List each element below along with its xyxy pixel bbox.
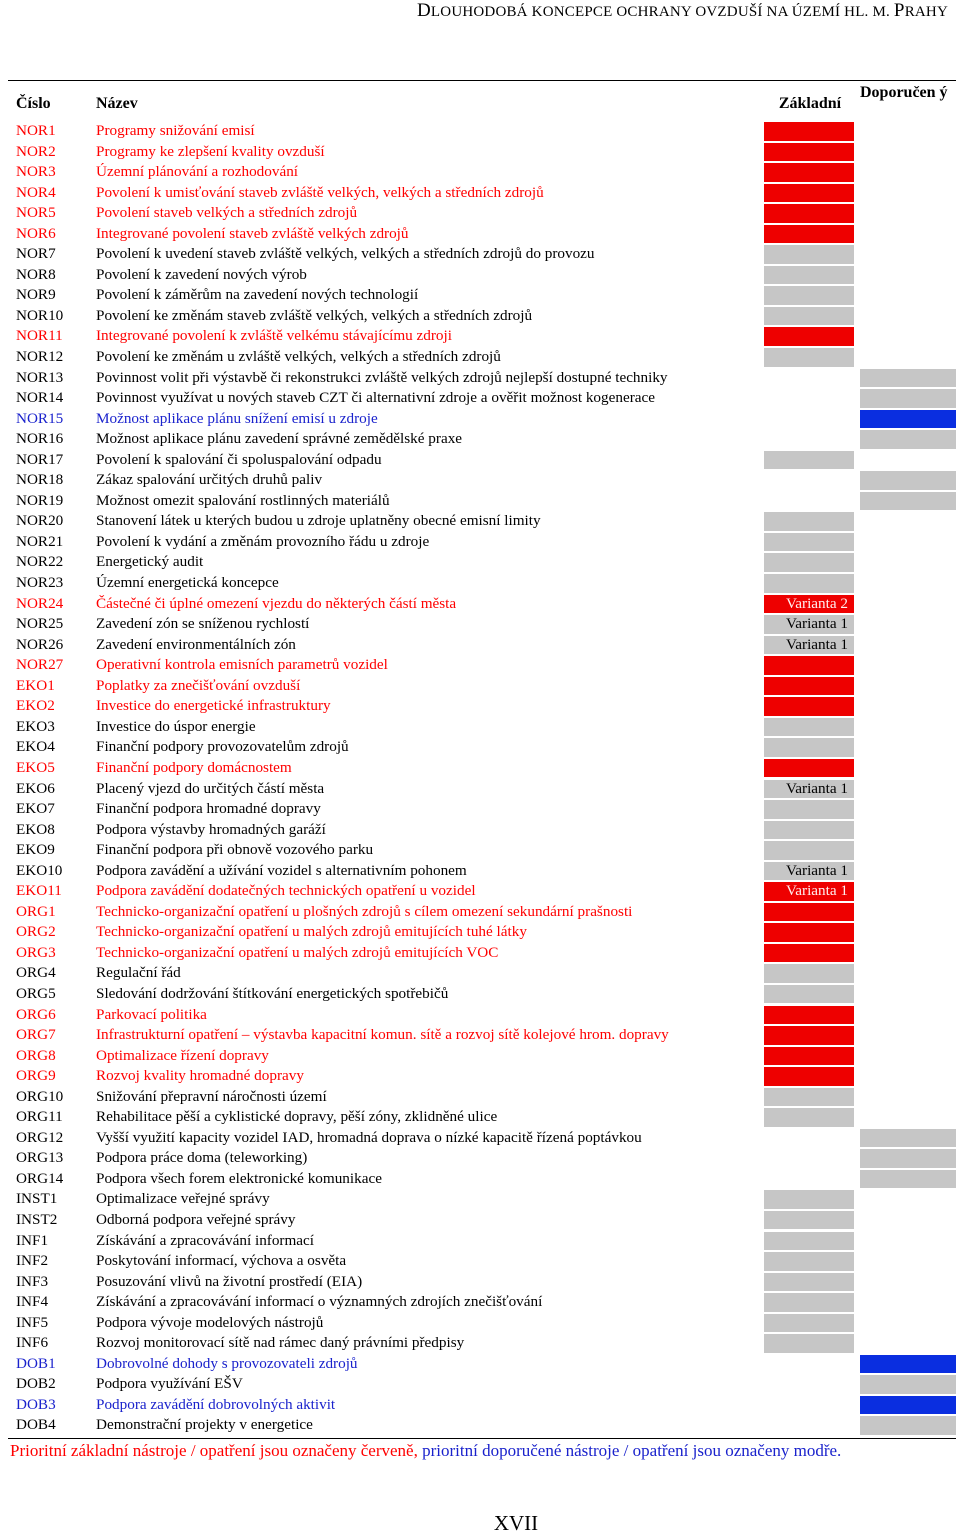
measure-name: Programy ke zlepšení kvality ovzduší bbox=[96, 142, 325, 160]
base-priority-cell bbox=[764, 1088, 854, 1107]
base-priority-cell bbox=[764, 307, 854, 326]
measure-code: NOR15 bbox=[16, 409, 64, 427]
base-priority-cell bbox=[764, 780, 854, 799]
measure-name: Rehabilitace pěší a cyklistické dopravy, pěší zóny, zklidněné ulice bbox=[96, 1108, 498, 1126]
measure-code: INST2 bbox=[16, 1210, 58, 1228]
measure-code: EKO7 bbox=[16, 800, 55, 818]
base-priority-cell bbox=[764, 512, 854, 531]
footnote-red-part: Prioritní základní nástroje / opatření jsou označeny červeně, bbox=[10, 1441, 418, 1460]
measure-code: ORG7 bbox=[16, 1026, 56, 1044]
footnote bbox=[10, 1441, 841, 1461]
base-priority-cell bbox=[764, 862, 854, 881]
base-priority-cell bbox=[764, 677, 854, 696]
base-priority-cell bbox=[764, 533, 854, 552]
table-row bbox=[8, 121, 956, 142]
measure-name: Finanční podpora hromadné dopravy bbox=[96, 800, 321, 818]
column-header-base: Základní bbox=[778, 95, 842, 112]
table-row bbox=[8, 840, 956, 861]
table-row bbox=[8, 820, 956, 841]
table-row bbox=[8, 347, 956, 368]
recommended-priority-cell bbox=[860, 369, 956, 388]
measure-code: NOR2 bbox=[16, 142, 56, 160]
measure-code: DOB2 bbox=[16, 1375, 56, 1393]
measure-code: INST1 bbox=[16, 1190, 58, 1208]
measure-name: Poplatky za znečišťování ovzduší bbox=[96, 676, 301, 694]
table-row bbox=[8, 1046, 956, 1067]
measure-code: EKO8 bbox=[16, 820, 55, 838]
base-priority-cell bbox=[764, 882, 854, 901]
table-row bbox=[8, 1251, 956, 1272]
base-priority-cell bbox=[764, 738, 854, 757]
measure-code: NOR8 bbox=[16, 265, 56, 283]
measure-code: EKO1 bbox=[16, 676, 55, 694]
base-priority-cell bbox=[764, 1211, 854, 1230]
base-priority-cell bbox=[764, 944, 854, 963]
measure-code: INF3 bbox=[16, 1272, 49, 1290]
table-row bbox=[8, 1005, 956, 1026]
footnote-blue-part: prioritní doporučené nástroje / opatření jsou označeny modře. bbox=[417, 1441, 842, 1460]
table-row bbox=[8, 676, 956, 697]
measure-code: DOB4 bbox=[16, 1416, 56, 1434]
table-row bbox=[8, 1148, 956, 1169]
base-priority-cell bbox=[764, 1067, 854, 1086]
table-row bbox=[8, 1333, 956, 1354]
variant-label: Varianta 1 bbox=[786, 882, 848, 900]
measure-name: Sledování dodržování štítkování energetických spotřebičů bbox=[96, 984, 449, 1002]
table-row bbox=[8, 779, 956, 800]
table-row bbox=[8, 902, 956, 923]
table-row bbox=[8, 326, 956, 347]
measure-name: Technicko-organizační opatření u malých zdrojů emitujících VOC bbox=[96, 943, 499, 961]
table-row bbox=[8, 162, 956, 183]
base-priority-cell bbox=[764, 245, 854, 264]
measure-name: Povolení k spalování či spoluspalování odpadu bbox=[96, 450, 382, 468]
base-priority-cell bbox=[764, 143, 854, 162]
table-row bbox=[8, 1395, 956, 1416]
base-priority-cell bbox=[764, 697, 854, 716]
measure-code: ORG3 bbox=[16, 943, 56, 961]
measure-code: NOR6 bbox=[16, 224, 56, 242]
recommended-priority-cell bbox=[860, 1416, 956, 1435]
measure-code: ORG10 bbox=[16, 1087, 64, 1105]
recommended-priority-cell bbox=[860, 1355, 956, 1374]
table-row bbox=[8, 1313, 956, 1334]
base-priority-cell bbox=[764, 225, 854, 244]
measure-code: EKO3 bbox=[16, 717, 55, 735]
measure-name: Povolení k vydání a změnám provozního řádu u zdroje bbox=[96, 532, 430, 550]
measure-name: Možnost aplikace plánu zavedení správné zemědělské praxe bbox=[96, 430, 463, 448]
recommended-priority-cell bbox=[860, 1149, 956, 1168]
base-priority-cell bbox=[764, 759, 854, 778]
base-priority-cell bbox=[764, 163, 854, 182]
table-row bbox=[8, 1066, 956, 1087]
table-row bbox=[8, 594, 956, 615]
measure-name: Optimalizace veřejné správy bbox=[96, 1190, 270, 1208]
measure-code: NOR20 bbox=[16, 512, 64, 530]
measure-code: ORG4 bbox=[16, 964, 56, 982]
base-priority-cell bbox=[764, 451, 854, 470]
table-row bbox=[8, 224, 956, 245]
measure-name: Rozvoj kvality hromadné dopravy bbox=[96, 1067, 304, 1085]
measure-code: NOR3 bbox=[16, 163, 56, 181]
table-row bbox=[8, 737, 956, 758]
measure-code: EKO5 bbox=[16, 758, 55, 776]
table-row bbox=[8, 1374, 956, 1395]
variant-label: Varianta 2 bbox=[786, 594, 848, 612]
measure-code: ORG2 bbox=[16, 923, 56, 941]
measures-table bbox=[8, 121, 956, 1436]
measure-name: Územní energetická koncepce bbox=[96, 574, 279, 592]
measure-name: Integrované povolení staveb zvláště velkých zdrojů bbox=[96, 224, 409, 242]
base-priority-cell bbox=[764, 574, 854, 593]
recommended-priority-cell bbox=[860, 389, 956, 408]
base-priority-cell bbox=[764, 286, 854, 305]
measure-name: Finanční podpory provozovatelům zdrojů bbox=[96, 738, 349, 756]
measure-code: NOR5 bbox=[16, 204, 56, 222]
table-row bbox=[8, 1189, 956, 1210]
measure-name: Poskytování informací, výchova a osvěta bbox=[96, 1252, 347, 1270]
base-priority-cell bbox=[764, 800, 854, 819]
measure-code: ORG13 bbox=[16, 1149, 64, 1167]
measure-name: Odborná podpora veřejné správy bbox=[96, 1210, 296, 1228]
measure-code: NOR26 bbox=[16, 635, 64, 653]
measure-name: Demonstrační projekty v energetice bbox=[96, 1416, 313, 1434]
recommended-priority-cell bbox=[860, 1170, 956, 1189]
base-priority-cell bbox=[764, 348, 854, 367]
measure-name: Povinnost volit při výstavbě či rekonstrukci zvláště velkých zdrojů nejlepší dostupné techniky bbox=[96, 368, 668, 386]
table-row bbox=[8, 963, 956, 984]
measure-code: NOR25 bbox=[16, 615, 64, 633]
measure-name: Optimalizace řízení dopravy bbox=[96, 1046, 269, 1064]
running-header: DLOUHODOBÁ KONCEPCE OCHRANY OVZDUŠÍ NA ÚZEMÍ HL. M. PRAHY bbox=[417, 0, 948, 21]
measure-code: NOR14 bbox=[16, 389, 64, 407]
table-row bbox=[8, 1354, 956, 1375]
base-priority-cell bbox=[764, 327, 854, 346]
base-priority-cell bbox=[764, 985, 854, 1004]
table-row bbox=[8, 470, 956, 491]
table-row bbox=[8, 943, 956, 964]
measure-code: NOR21 bbox=[16, 532, 64, 550]
measure-code: NOR27 bbox=[16, 656, 64, 674]
measure-name: Posuzování vlivů na životní prostředí (EIA) bbox=[96, 1272, 363, 1290]
base-priority-cell bbox=[764, 718, 854, 737]
base-priority-cell bbox=[764, 1252, 854, 1271]
measure-code: ORG14 bbox=[16, 1169, 64, 1187]
table-row bbox=[8, 450, 956, 471]
base-priority-cell bbox=[764, 656, 854, 675]
table-row bbox=[8, 881, 956, 902]
table-row bbox=[8, 491, 956, 512]
measure-name: Podpora zavádění a užívání vozidel s alternativním pohonem bbox=[96, 861, 467, 879]
measure-code: ORG6 bbox=[16, 1005, 56, 1023]
measure-code: EKO9 bbox=[16, 841, 55, 859]
measure-name: Podpora zavádění dobrovolných aktivit bbox=[96, 1395, 336, 1413]
measure-code: INF5 bbox=[16, 1313, 49, 1331]
measure-code: ORG11 bbox=[16, 1108, 63, 1126]
table-row bbox=[8, 203, 956, 224]
base-priority-cell bbox=[764, 184, 854, 203]
measure-name: Povolení k umisťování staveb zvláště velkých, velkých a středních zdrojů bbox=[96, 183, 544, 201]
measure-name: Povolení ke změnám staveb zvláště velkých, velkých a středních zdrojů bbox=[96, 306, 533, 324]
table-row bbox=[8, 635, 956, 656]
table-row bbox=[8, 409, 956, 430]
table-row bbox=[8, 614, 956, 635]
variant-label: Varianta 1 bbox=[786, 779, 848, 797]
table-row bbox=[8, 285, 956, 306]
measure-name: Programy snižování emisí bbox=[96, 122, 255, 139]
measure-code: ORG12 bbox=[16, 1128, 64, 1146]
table-row bbox=[8, 1415, 956, 1436]
table-row bbox=[8, 532, 956, 553]
measure-name: Povolení k uvedení staveb zvláště velkých, velkých a středních zdrojů do provozu bbox=[96, 245, 595, 263]
measure-code: INF1 bbox=[16, 1231, 49, 1249]
table-row bbox=[8, 758, 956, 779]
table-row bbox=[8, 1292, 956, 1313]
measure-name: Podpora práce doma (teleworking) bbox=[96, 1149, 308, 1167]
measure-code: NOR10 bbox=[16, 306, 64, 324]
table-row bbox=[8, 1025, 956, 1046]
table-row bbox=[8, 1272, 956, 1293]
table-row bbox=[8, 1169, 956, 1190]
measure-name: Zavedení zón se sníženou rychlostí bbox=[96, 615, 310, 633]
table-row bbox=[8, 799, 956, 820]
measure-code: NOR11 bbox=[16, 327, 63, 345]
measure-name: Získávání a zpracovávání informací bbox=[96, 1231, 315, 1249]
table-row bbox=[8, 429, 956, 450]
measure-name: Povolení k zavedení nových výrob bbox=[96, 265, 307, 283]
measure-code: NOR24 bbox=[16, 594, 64, 612]
table-row bbox=[8, 552, 956, 573]
base-priority-cell bbox=[764, 923, 854, 942]
measure-code: EKO6 bbox=[16, 779, 55, 797]
variant-label: Varianta 1 bbox=[786, 861, 848, 879]
measure-name: Zákaz spalování určitých druhů paliv bbox=[96, 471, 323, 489]
table-row bbox=[8, 142, 956, 163]
measure-name: Finanční podpora při obnově vozového parku bbox=[96, 841, 374, 859]
table-row bbox=[8, 1231, 956, 1252]
base-priority-cell bbox=[764, 1047, 854, 1066]
table-row bbox=[8, 696, 956, 717]
measure-code: NOR18 bbox=[16, 471, 64, 489]
variant-label: Varianta 1 bbox=[786, 635, 848, 653]
table-row bbox=[8, 1107, 956, 1128]
table-row bbox=[8, 984, 956, 1005]
base-priority-cell bbox=[764, 636, 854, 655]
page-number: XVII bbox=[493, 1511, 539, 1535]
measure-name: Investice do energetické infrastruktury bbox=[96, 697, 331, 715]
table-row bbox=[8, 183, 956, 204]
measure-name: Možnost aplikace plánu snížení emisí u zdroje bbox=[96, 409, 378, 427]
measure-name: Snižování přepravní náročnosti území bbox=[96, 1087, 327, 1105]
measure-name: Integrované povolení k zvláště velkému stávajícímu zdroji bbox=[96, 327, 452, 345]
measure-code: EKO10 bbox=[16, 861, 63, 879]
measure-name: Podpora výstavby hromadných garáží bbox=[96, 820, 326, 838]
recommended-priority-cell bbox=[860, 1129, 956, 1148]
measure-code: NOR4 bbox=[16, 183, 56, 201]
measure-name: Povolení k záměrům na zavedení nových technologií bbox=[96, 286, 419, 304]
measure-code: DOB1 bbox=[16, 1354, 56, 1372]
measure-name: Podpora využívání EŠV bbox=[96, 1375, 243, 1393]
measure-code: NOR19 bbox=[16, 491, 64, 509]
column-header-recommended: Doporučen ý bbox=[860, 84, 948, 101]
measure-code: ORG9 bbox=[16, 1067, 56, 1085]
measure-code: INF4 bbox=[16, 1293, 49, 1311]
measure-code: NOR17 bbox=[16, 450, 64, 468]
base-priority-cell bbox=[764, 841, 854, 860]
measure-name: Regulační řád bbox=[96, 964, 181, 982]
measure-name: Investice do úspor energie bbox=[96, 717, 256, 735]
base-priority-cell bbox=[764, 1334, 854, 1353]
base-priority-cell bbox=[764, 1006, 854, 1025]
measure-code: INF6 bbox=[16, 1334, 49, 1352]
base-priority-cell bbox=[764, 964, 854, 983]
measure-code: EKO4 bbox=[16, 738, 55, 756]
table-row bbox=[8, 265, 956, 286]
measure-name: Rozvoj monitorovací sítě nad rámec daný právními předpisy bbox=[96, 1334, 465, 1352]
base-priority-cell bbox=[764, 1108, 854, 1127]
base-priority-cell bbox=[764, 821, 854, 840]
measure-code: NOR22 bbox=[16, 553, 64, 571]
measure-name: Stanovení látek u kterých budou u zdroje uplatněny obecné emisní limity bbox=[96, 512, 541, 530]
measure-code: ORG5 bbox=[16, 984, 56, 1002]
base-priority-cell bbox=[764, 595, 854, 614]
measure-name: Zavedení environmentálních zón bbox=[96, 635, 296, 653]
measure-code: ORG8 bbox=[16, 1046, 56, 1064]
base-priority-cell bbox=[764, 903, 854, 922]
measure-name: Podpora vývoje modelových nástrojů bbox=[96, 1313, 324, 1331]
table-row bbox=[8, 511, 956, 532]
table-row bbox=[8, 1087, 956, 1108]
measure-code: NOR13 bbox=[16, 368, 64, 386]
recommended-priority-cell bbox=[860, 1375, 956, 1394]
measure-name: Finanční podpory domácnostem bbox=[96, 758, 292, 776]
measure-code: NOR1 bbox=[16, 122, 56, 139]
measure-code: NOR7 bbox=[16, 245, 56, 263]
base-priority-cell bbox=[764, 1293, 854, 1312]
measure-code: NOR16 bbox=[16, 430, 64, 448]
recommended-priority-cell bbox=[860, 1396, 956, 1415]
measure-name: Vyšší využití kapacity vozidel IAD, hromadná doprava o nízké kapacitě řízená poptávkou bbox=[96, 1128, 642, 1146]
measure-code: EKO11 bbox=[16, 882, 62, 900]
measure-name: Technicko-organizační opatření u malých zdrojů emitujících tuhé látky bbox=[96, 923, 527, 941]
base-priority-cell bbox=[764, 615, 854, 634]
measure-name: Dobrovolné dohody s provozovateli zdrojů bbox=[96, 1354, 358, 1372]
measure-name: Technicko-organizační opatření u plošných zdrojů s cílem omezení sekundární prašnosti bbox=[96, 902, 633, 920]
measure-name: Povolení ke změnám u zvláště velkých, velkých a středních zdrojů bbox=[96, 348, 501, 366]
base-priority-cell bbox=[764, 1314, 854, 1333]
table-row bbox=[8, 306, 956, 327]
measure-code: INF2 bbox=[16, 1252, 49, 1270]
measure-name: Energetický audit bbox=[96, 553, 204, 571]
table-row bbox=[8, 861, 956, 882]
measure-name: Povolení staveb velkých a středních zdrojů bbox=[96, 204, 358, 222]
table-row bbox=[8, 244, 956, 265]
measure-code: NOR12 bbox=[16, 348, 64, 366]
recommended-priority-cell bbox=[860, 492, 956, 511]
measure-name: Podpora všech forem elektronické komunikace bbox=[96, 1169, 382, 1187]
column-header-code: Číslo bbox=[16, 95, 51, 112]
base-priority-cell bbox=[764, 1026, 854, 1045]
measure-name: Částečné či úplné omezení vjezdu do některých částí města bbox=[96, 594, 457, 612]
recommended-priority-cell bbox=[860, 430, 956, 449]
table-row bbox=[8, 1128, 956, 1149]
measure-name: Operativní kontrola emisních parametrů vozidel bbox=[96, 656, 388, 674]
base-priority-cell bbox=[764, 1232, 854, 1251]
measure-code: EKO2 bbox=[16, 697, 55, 715]
measure-name: Možnost omezit spalování rostlinných materiálů bbox=[96, 491, 390, 509]
base-priority-cell bbox=[764, 204, 854, 223]
base-priority-cell bbox=[764, 266, 854, 285]
table-row bbox=[8, 655, 956, 676]
column-header-name: Název bbox=[96, 95, 138, 112]
measure-name: Povinnost využívat u nových staveb CZT či alternativní zdroje a ověřit možnost kogenerace bbox=[96, 389, 655, 407]
measure-code: ORG1 bbox=[16, 902, 56, 920]
table-row bbox=[8, 388, 956, 409]
table-row bbox=[8, 717, 956, 738]
base-priority-cell bbox=[764, 122, 854, 141]
measure-name: Infrastrukturní opatření – výstavba kapacitní komun. sítě a rozvoj sítě kolejové hrom. dopravy bbox=[96, 1026, 669, 1044]
measure-name: Parkovací politika bbox=[96, 1005, 207, 1023]
base-priority-cell bbox=[764, 1190, 854, 1209]
table-row bbox=[8, 922, 956, 943]
base-priority-cell bbox=[764, 1273, 854, 1292]
variant-label: Varianta 1 bbox=[786, 615, 848, 633]
table-row bbox=[8, 1210, 956, 1231]
measure-name: Územní plánování a rozhodování bbox=[96, 163, 299, 181]
table-row bbox=[8, 368, 956, 389]
recommended-priority-cell bbox=[860, 471, 956, 490]
table-row bbox=[8, 573, 956, 594]
base-priority-cell bbox=[764, 553, 854, 572]
recommended-priority-cell bbox=[860, 410, 956, 429]
measure-name: Placený vjezd do určitých částí města bbox=[96, 779, 325, 797]
measure-code: NOR23 bbox=[16, 574, 64, 592]
measure-name: Získávání a zpracovávání informací o významných zdrojích znečišťování bbox=[96, 1293, 543, 1311]
measure-code: NOR9 bbox=[16, 286, 56, 304]
measure-name: Podpora zavádění dodatečných technických opatření u vozidel bbox=[96, 882, 476, 900]
measure-code: DOB3 bbox=[16, 1395, 56, 1413]
